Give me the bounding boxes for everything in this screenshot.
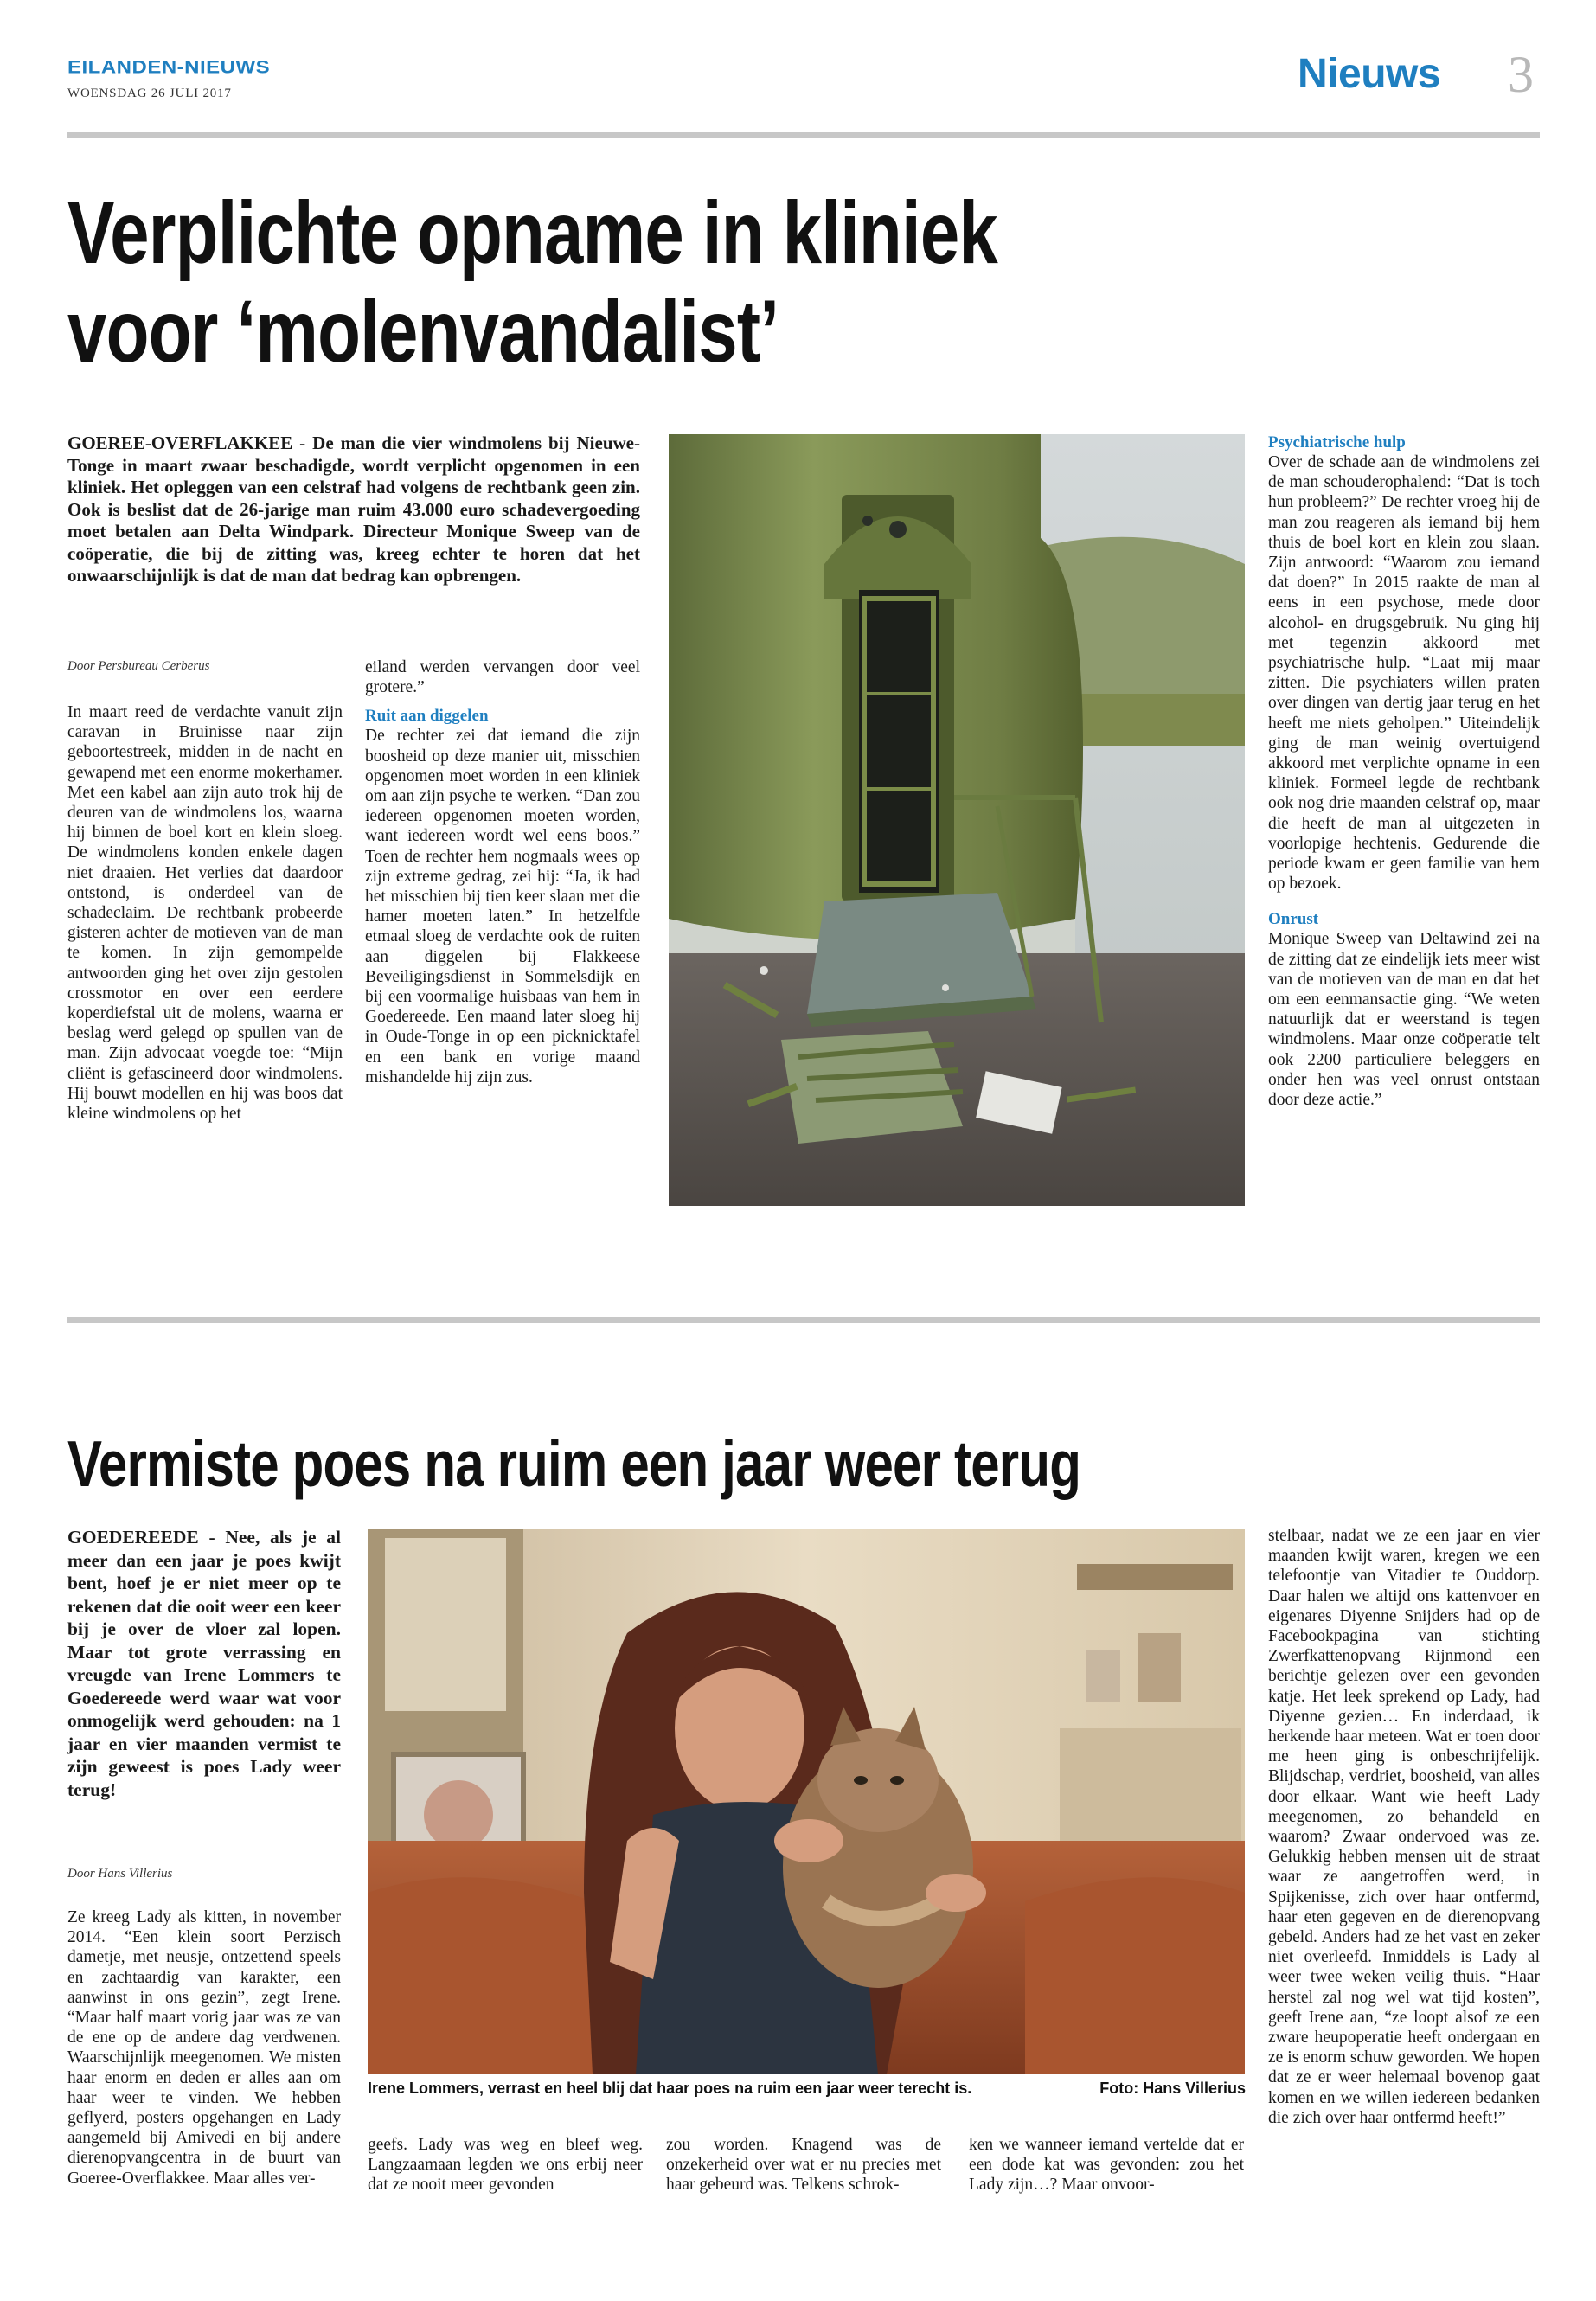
article2-column-1: [67, 1907, 341, 2189]
article2-headline: Vermiste poes na ruim een jaar weer terug: [67, 1427, 1081, 1500]
article1-col3-text-a: Over de schade aan de windmolens zei de man schouderophalend: “Dat is toch hun probleem?” De rechter vroeg hij de man zou reageren als iemand bij hem thuis de boel kort en klein zou slaan. Zijn antwoord: “Waarom zou iemand dat doen?” In 2015 raakte de man al eens in een psychose, mede door alcohol- en drugsgebruik. Nu ging hij met tegenzin akkoord met psychiatrische hulp. “Laat mij maar zitten. Die psychiaters willen praten over dingen van dertig jaar terug en het heeft me niets geholpen.” Uiteindelijk ging de man weinig overtuigend akkoord met verplichte opname in een kliniek. Formeel legde de rechtbank ook nog drie maanden celstraf op, maar die heeft de man al uitgezeten in voorlopige hechtenis. Gedurende die periode kwam er geen familie van hem op bezoek.: [1268, 453, 1540, 894]
section-divider-rule: [67, 1317, 1540, 1323]
article1-col3-text-b: Monique Sweep van Deltawind zei na de zitting dat ze eindelijk iets meer wist van de motieven van de man en dat het om een eenmansactie ging. “We weten natuurlijk dat er weerstand is tegen windmolens. Maar onze coöperatie telt ook 2200 particuliere beleggers en onder hen was veel onrust ontstaan door deze actie.”: [1268, 930, 1540, 1110]
article1-headline-line2: voor ‘molenvandalist’: [67, 282, 779, 381]
article1-column-2: [365, 657, 640, 1087]
article2-byline: Door Hans Villerius: [67, 1867, 173, 1881]
article2-column-5: [1268, 1526, 1540, 2128]
windmill-door-photo: [669, 434, 1245, 1206]
section-title: Nieuws: [1298, 51, 1441, 97]
subhead-onrust: Onrust: [1268, 910, 1319, 929]
page-number: 3: [1508, 46, 1534, 103]
article2-lead: GOEDEREEDE - Nee, als je al meer dan een jaar je poes kwijt bent, hoef je er niet meer op te rekenen dat die ooit weer een keer bij je over de vloer zal lopen. Maar tot grote verrassing en vreugde van Irene Lommers te Goedereede werd waar wat voor onmogelijk werd gehouden: na 1 jaar en vier maanden vermist te zijn geweest is poes Lady weer terug!: [67, 1527, 341, 1800]
cat-photo-illustration: [368, 1529, 1245, 2074]
top-rule: [67, 132, 1540, 138]
article1-column-1: [67, 702, 343, 1124]
article2-col5-text: stelbaar, nadat we ze een jaar en vier maanden kwijt waren, kregen we een telefoontje van Vitadier te Ouddorp. Daar halen we altijd ons kattenvoer en eigenares Diyenne Snijders had op de Facebookpagina van stichting Zwerfkattenopvang Rijnmond een berichtje gelezen over een gevonden katje. Het leek sprekend op Lady, had Diyenne gezien… En inderdaad, ik herkende haar meteen. Wat er toen door me heen ging is onbeschrijfelijk. Blijdschap, verdriet, boosheid, van alles door elkaar. Want wie heeft Lady meegenomen, zo behandeld en waarom? Zwaar ondervoed was ze. Gelukkig hebben mensen uit de straat waar ze aangetroffen werd, in Spijkenisse, zich over haar ontfermd, haar eten gegeven en de dierenopvang gebeld. Anders had ze het vast en zeker niet overleefd. Inmiddels is Lady al weer twee weken veilig thuis. “Haar herstel zal nog wel wat tijd kosten”, geeft Irene aan, “ze loopt alsof ze een zware heupoperatie heeft ondergaan en ze is enorm schuw geworden. We hopen dat ze er weer helemaal bovenop gaat komen en we willen iedereen bedanken die zich over haar ontfermd heeft!”: [1268, 1527, 1540, 2127]
article2-column-4: [969, 2135, 1244, 2195]
article2-col4-text: ken we wanneer iemand vertelde dat er een dode kat was gevonden: zou het Lady zijn…? Maar onvoor-: [969, 2136, 1244, 2195]
article1-byline: Door Persbureau Cerberus: [67, 659, 210, 673]
article1-headline-line1: Verplichte opname in kliniek: [67, 183, 998, 282]
windmill-photo-illustration: [669, 434, 1245, 1206]
article2-col3-text: zou worden. Knagend was de onzekerheid over wat er nu precies met haar gebeurd was. Telkens schrok-: [666, 2136, 941, 2195]
article2-column-3: [666, 2135, 941, 2195]
article1-column-3: [1268, 433, 1540, 1110]
article2-col2-text: geefs. Lady was weg en bleef weg. Langzaamaan legden we ons erbij neer dat ze nooit meer gevonden: [368, 2136, 643, 2195]
article1-col2-text-b: De rechter zei dat iemand die zijn boosheid op deze manier uit, misschien opgenomen moet worden in een kliniek om aan zijn psyche te werken. “Dan zou iedereen opgenomen moeten worden, want iedereen wordt wel eens boos.” Toen de rechter hem nogmaals wees op zijn extreme gedrag, zei hij: “Ja, ik had het misschien bij tien keer slaan met die hamer moeten laten.” In hetzelfde etmaal sloeg de verdachte ook de ruiten aan diggelen bij Flakkeese Beveiligingsdienst in Sommelsdijk en bij een voormalige huisbaas van hem in Goedereede. Een maand later sloeg hij in Oude-Tonge in op een picknicktafel en een bank en vorige maand mishandelde hij zijn zus.: [365, 727, 640, 1086]
issue-date: WOENSDAG 26 JULI 2017: [67, 87, 232, 100]
subhead-psychiatrische-hulp: Psychiatrische hulp: [1268, 433, 1406, 452]
article1-col1-text: In maart reed de verdachte vanuit zijn caravan in Bruinisse naar zijn geboortestreek, midden in de nacht en gewapend met een enorme mokerhamer. Met een kabel aan zijn auto trok hij de deuren van de windmolens los, waarna hij binnen de boel kort en klein sloeg. De windmolens konden enkele dagen niet draaien. Het verlies dat daardoor ontstond, is onderdeel van de schadeclaim. De rechtbank probeerde gisteren achter de motieven van de man te komen. In zijn gemompelde antwoorden ging het over zijn gestolen crossmotor en over een eerdere koperdiefstal uit de molens, waarna er beslag werd gelegd op spullen van de man. Zijn advocaat voegde toe: “Mijn cliënt is gefascineerd door windmolens. Hij bouwt modellen en hij was boos dat kleine windmolens op het: [67, 703, 343, 1124]
article1-lead: GOEREE-OVERFLAKKEE - De man die vier windmolens bij Nieuwe-Tonge in maart zwaar beschadigde, wordt verplicht opgenomen in een kliniek. Het opleggen van een celstraf had volgens de rechtbank geen zin. Ook is beslist dat de 26-jarige man ruim 43.000 euro schadevergoeding moet betalen aan Delta Windpark. Directeur Monique Sweep van de coöperatie, die bij de zitting was, kreeg echter te horen dat het onwaarschijnlijk is dat de man dat bedrag kan opbrengen.: [67, 433, 640, 586]
subhead-ruit-aan-diggelen: Ruit aan diggelen: [365, 707, 489, 726]
woman-with-cat-photo: [368, 1529, 1245, 2074]
article2-column-2: [368, 2135, 643, 2195]
article1-headline: [67, 183, 997, 381]
masthead-logo: EILANDEN-NIEUWS: [67, 56, 271, 78]
article1-col2-text-a: eiland werden vervangen door veel grotere.”: [365, 658, 640, 697]
photo-caption: Irene Lommers, verrast en heel blij dat haar poes na ruim een jaar weer terecht is.: [368, 2080, 972, 2097]
article2-col1-text: Ze kreeg Lady als kitten, in november 2014. “Een klein soort Perzisch dametje, met neusje, ontzettend speels en zachtaardig van karakter, een aanwinst in ons gezin”, zegt Irene. “Maar half maart vorig jaar was ze van de ene op de andere dag verdwenen. Waarschijnlijk meegenomen. We misten haar enorm en deden er alles aan om haar weer te vinden. We hebben geflyerd, posters opgehangen en Lady aangemeld bij Amivedi en bij andere dierenopvangcentra in de buurt van Goeree-Overflakkee. Maar alles ver-: [67, 1908, 341, 2188]
photo-credit: Foto: Hans Villerius: [1099, 2080, 1246, 2097]
